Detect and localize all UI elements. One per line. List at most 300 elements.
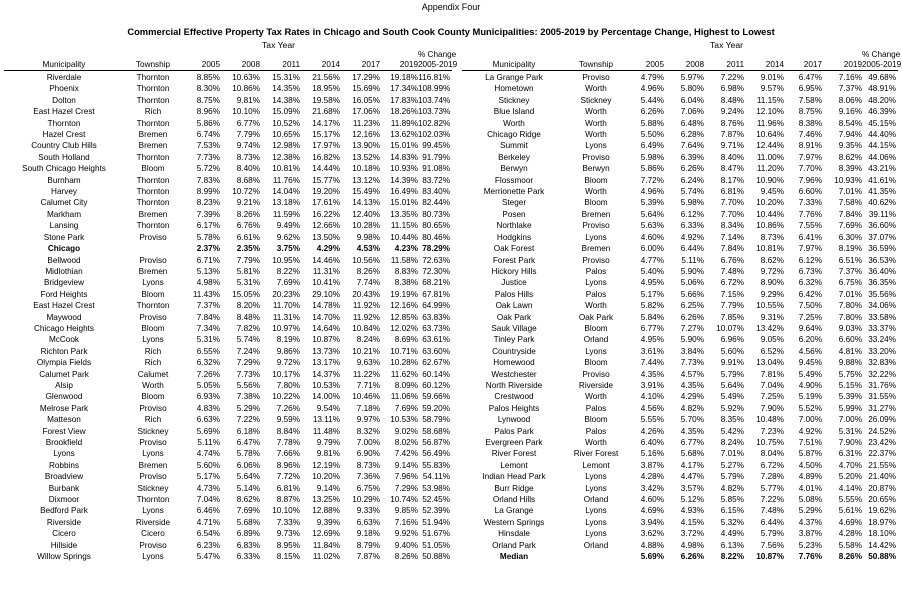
table-row <box>462 391 898 402</box>
municipality-cell: Stickney <box>498 95 530 105</box>
table-row <box>4 197 452 208</box>
rate-2017-cell: 9.97% <box>356 415 380 425</box>
rate-2014-cell: 9.72% <box>760 266 784 276</box>
rate-2014-cell: 11.02% <box>312 552 340 562</box>
rate-2005-cell: 4.96% <box>640 84 664 94</box>
pct-change-cell: 36.53% <box>868 255 896 265</box>
rate-2019-cell: 17.83% <box>390 95 418 105</box>
rate-2005-cell: 4.35% <box>640 369 664 379</box>
rate-2005-cell: 6.55% <box>196 346 220 356</box>
rate-2017-cell: 4.89% <box>798 472 822 482</box>
table-row <box>462 505 898 516</box>
township-cell: Bremen <box>138 266 168 276</box>
rate-2017-cell: 15.69% <box>352 84 380 94</box>
pct-change-cell: 39.11% <box>868 209 896 219</box>
township-cell: Palos <box>585 403 607 413</box>
table-row <box>462 323 898 334</box>
rate-2019-cell: 9.03% <box>838 323 862 333</box>
municipality-cell: Richton Park <box>40 346 88 356</box>
rate-2005-cell: 7.44% <box>640 358 664 368</box>
rate-2014-cell: 12.88% <box>312 506 340 516</box>
rate-2014-cell: 9.45% <box>760 187 784 197</box>
rate-2008-cell: 3.84% <box>680 346 704 356</box>
rate-2017-cell: 20.43% <box>352 289 380 299</box>
rate-2011-cell: 10.17% <box>272 369 300 379</box>
municipality-cell: Bellwood <box>47 255 81 265</box>
township-cell: Thornton <box>136 73 170 82</box>
municipality-cell: Hometown <box>494 84 534 94</box>
rate-2017-cell: 6.75% <box>356 483 380 493</box>
rate-2017-cell: 5.19% <box>798 392 822 402</box>
township-cell: Bremen <box>581 244 611 254</box>
rate-2008-cell: 8.20% <box>236 301 260 311</box>
township-cell: Riverside <box>578 380 614 390</box>
township-cell: Rich <box>144 415 162 425</box>
township-cell: Orland <box>583 495 609 505</box>
rate-2005-cell: 6.32% <box>196 358 220 368</box>
table-row <box>4 118 452 129</box>
rate-2011-cell: 5.42% <box>720 426 744 436</box>
rate-2014-cell: 13.42% <box>756 323 784 333</box>
municipality-cell: Forest Park <box>492 255 536 265</box>
rate-2019-cell: 13.35% <box>390 209 418 219</box>
rate-2008-cell: 4.57% <box>680 369 704 379</box>
rate-2017-cell: 8.91% <box>798 141 822 151</box>
rate-2019-cell: 7.01% <box>838 187 862 197</box>
table-row <box>4 71 452 84</box>
rate-2014-cell: 11.31% <box>312 266 340 276</box>
rate-2008-cell: 7.79% <box>236 130 260 140</box>
rate-2005-cell: 4.88% <box>640 540 664 550</box>
rate-2017-cell: 7.00% <box>356 438 380 447</box>
rate-2014-cell: 11.15% <box>756 95 784 105</box>
rate-2014-cell: 7.25% <box>760 392 784 402</box>
rate-2014-cell: 10.87% <box>312 335 340 345</box>
pct-change-cell: 99.45% <box>422 141 450 151</box>
rate-2011-cell: 8.47% <box>720 164 744 174</box>
rate-2019-cell: 9.40% <box>394 540 418 550</box>
township-cell: Rich <box>144 358 162 368</box>
rate-2011-cell: 6.72% <box>720 278 744 288</box>
municipality-cell: Worth <box>503 118 525 128</box>
municipality-cell: Burr Ridge <box>494 483 534 493</box>
rate-2014-cell: 14.78% <box>312 301 340 311</box>
township-cell: Calumet <box>137 369 169 379</box>
rate-2005-cell: 8.30% <box>196 84 220 94</box>
rate-2008-cell: 6.24% <box>680 175 704 185</box>
rate-2017-cell: 9.63% <box>356 358 380 368</box>
pct-change-cell: 36.35% <box>868 278 896 288</box>
municipality-cell: Riverside <box>46 517 82 527</box>
pct-change-cell: 24.52% <box>868 426 896 436</box>
rate-2019-cell: 7.29% <box>394 483 418 493</box>
rate-2017-cell: 9.45% <box>798 358 822 368</box>
rate-2008-cell: 6.39% <box>680 152 704 162</box>
township-cell: Riverside <box>135 517 171 527</box>
rate-2005-cell: 5.16% <box>640 449 664 459</box>
table-row <box>4 300 452 311</box>
rate-2005-cell: 8.96% <box>196 107 220 117</box>
rate-2014-cell: 9.79% <box>316 438 340 447</box>
rate-2014-cell: 18.95% <box>312 84 340 94</box>
municipality-cell: Westchester <box>491 369 537 379</box>
table-row <box>4 323 452 334</box>
rate-2017-cell: 7.18% <box>356 403 380 413</box>
rate-2005-cell: 6.49% <box>640 141 664 151</box>
col-2011: 2011 <box>260 60 300 71</box>
pct-change-cell: 63.83% <box>422 312 450 322</box>
table-row <box>462 357 898 368</box>
rate-2014-cell: 29.10% <box>312 289 340 299</box>
pct-change-cell: 67.81% <box>422 289 450 299</box>
rate-2011-cell: 8.95% <box>276 540 300 550</box>
rate-2005-cell: 5.55% <box>640 415 664 425</box>
rate-2017-cell: 8.73% <box>356 460 380 470</box>
rate-2005-cell: 6.74% <box>196 130 220 140</box>
col-2011: 2011 <box>704 60 744 71</box>
pct-change-cell: 26.09% <box>868 415 896 425</box>
pct-change-cell: 103.74% <box>418 95 451 105</box>
rate-2019-cell: 8.38% <box>394 278 418 288</box>
rate-2014-cell: 10.81% <box>756 244 784 254</box>
pct-change-cell: 62.67% <box>422 358 450 368</box>
rate-2008-cell: 6.26% <box>680 552 704 562</box>
table-row <box>462 312 898 323</box>
pct-change-cell: 63.61% <box>422 335 450 345</box>
rate-2005-cell: 4.56% <box>640 403 664 413</box>
rate-2017-cell: 9.64% <box>798 323 822 333</box>
township-cell: Proviso <box>139 540 167 550</box>
pct-change-cell: 50.88% <box>422 552 450 562</box>
col-2014: 2014 <box>300 60 340 71</box>
pct-change-cell: 20.87% <box>868 483 896 493</box>
rate-2008-cell: 6.76% <box>236 221 260 231</box>
pct-change-cell: 31.27% <box>868 403 896 413</box>
rate-2017-cell: 8.26% <box>356 266 380 276</box>
rate-2019-cell: 9.35% <box>838 141 862 151</box>
rate-2014-cell: 7.04% <box>760 380 784 390</box>
rate-2008-cell: 5.90% <box>680 266 704 276</box>
rate-2011-cell: 5.92% <box>720 403 744 413</box>
rate-2008-cell: 4.82% <box>680 403 704 413</box>
township-cell: Lyons <box>585 346 607 356</box>
municipality-cell: Riverdale <box>46 73 82 82</box>
rate-2014-cell: 7.90% <box>760 403 784 413</box>
table-row <box>4 505 452 516</box>
rate-2005-cell: 5.31% <box>196 335 220 345</box>
township-cell: Lyons <box>585 529 607 539</box>
township-cell: Cicero <box>141 529 165 539</box>
rate-2008-cell: 5.68% <box>236 517 260 527</box>
municipality-cell: Burnham <box>47 175 81 185</box>
rate-2019-cell: 19.18% <box>390 73 418 82</box>
rate-2017-cell: 12.40% <box>352 209 380 219</box>
table-row <box>4 312 452 323</box>
rate-2005-cell: 5.44% <box>640 95 664 105</box>
table-row <box>4 483 452 494</box>
pct-change-cell: 23.42% <box>868 438 896 447</box>
rate-2011-cell: 10.10% <box>272 506 300 516</box>
rate-2019-cell: 11.62% <box>390 369 418 379</box>
municipality-cell: Oak Park <box>496 312 532 322</box>
rate-2017-cell: 9.18% <box>356 529 380 539</box>
rate-2019-cell: 7.37% <box>838 84 862 94</box>
rate-2005-cell: 7.34% <box>196 323 220 333</box>
table-row <box>4 266 452 277</box>
rate-2019-cell: 15.01% <box>390 141 418 151</box>
rate-2017-cell: 15.49% <box>352 187 380 197</box>
rate-2019-cell: 6.30% <box>838 232 862 242</box>
rate-2008-cell: 6.25% <box>680 301 704 311</box>
township-cell: Thornton <box>136 301 170 311</box>
rate-2005-cell: 7.37% <box>196 301 220 311</box>
pct-change-cell: 44.40% <box>868 130 896 140</box>
rate-2005-cell: 8.23% <box>196 198 220 208</box>
rate-2011-cell: 15.09% <box>272 107 300 117</box>
rate-2017-cell: 7.58% <box>798 95 822 105</box>
township-cell: Thornton <box>136 495 170 505</box>
municipality-cell: McCook <box>48 335 80 345</box>
rate-2019-cell: 7.16% <box>394 517 418 527</box>
rate-2008-cell: 4.17% <box>680 460 704 470</box>
rate-2008-cell: 5.06% <box>680 278 704 288</box>
rate-2011-cell: 8.15% <box>276 552 300 562</box>
township-cell: Lyons <box>142 506 164 516</box>
table-row <box>4 95 452 106</box>
municipality-cell: Lyons <box>53 449 75 459</box>
rate-2011-cell: 10.22% <box>272 392 300 402</box>
municipality-cell: Steger <box>501 198 527 208</box>
municipality-cell: Indian Head Park <box>482 472 546 482</box>
rate-2008-cell: 6.26% <box>680 164 704 174</box>
township-cell: Proviso <box>139 403 167 413</box>
rate-2008-cell: 7.64% <box>680 141 704 151</box>
rate-2005-cell: 4.71% <box>196 517 220 527</box>
rate-2017-cell: 16.05% <box>352 95 380 105</box>
municipality-cell: East Hazel Crest <box>33 301 95 311</box>
rate-2005-cell: 4.69% <box>640 506 664 516</box>
rate-2017-cell: 10.18% <box>352 164 380 174</box>
pct-change-cell: 91.79% <box>422 152 450 162</box>
rate-2011-cell: 7.15% <box>720 289 744 299</box>
rate-2011-cell: 7.22% <box>720 73 744 82</box>
rate-2019-cell: 7.96% <box>394 472 418 482</box>
township-cell: Proviso <box>582 369 610 379</box>
table-row <box>4 494 452 505</box>
table-row <box>462 460 898 471</box>
table-row <box>462 186 898 197</box>
rate-2014-cell: 10.41% <box>312 278 340 288</box>
rate-2008-cell: 5.66% <box>680 289 704 299</box>
township-cell: Bloom <box>141 392 165 402</box>
rate-2008-cell: 6.89% <box>236 529 260 539</box>
rate-2019-cell: 4.23% <box>394 244 418 254</box>
rate-2011-cell: 8.48% <box>720 95 744 105</box>
table-row <box>4 426 452 437</box>
township-cell: Worth <box>585 187 607 197</box>
rate-2017-cell: 10.56% <box>352 255 380 265</box>
pct-change-cell: 80.73% <box>422 209 450 219</box>
rate-2008-cell: 4.15% <box>680 517 704 527</box>
township-cell: Proviso <box>139 438 167 447</box>
rate-2005-cell: 6.93% <box>196 392 220 402</box>
rate-2005-cell: 4.98% <box>196 278 220 288</box>
rate-2019-cell: 18.26% <box>390 107 418 117</box>
municipality-cell: Median <box>499 552 529 562</box>
rate-2011-cell: 4.82% <box>720 483 744 493</box>
rate-2017-cell: 4.37% <box>798 517 822 527</box>
rate-2008-cell: 10.63% <box>232 73 260 82</box>
col-2008: 2008 <box>664 60 704 71</box>
rate-2005-cell: 5.17% <box>640 289 664 299</box>
rate-2005-cell: 5.86% <box>640 164 664 174</box>
rate-2008-cell: 5.78% <box>236 449 260 459</box>
table-row <box>462 517 898 528</box>
rate-2005-cell: 6.46% <box>196 506 220 516</box>
table-row <box>462 494 898 505</box>
rate-2008-cell: 5.97% <box>680 73 704 82</box>
pct-change-cell: 34.06% <box>868 301 896 311</box>
township-cell: Bloom <box>584 415 608 425</box>
rate-2014-cell: 14.70% <box>312 312 340 322</box>
rate-2008-cell: 3.72% <box>680 529 704 539</box>
rate-2008-cell: 8.62% <box>236 495 260 505</box>
rate-2017-cell: 13.52% <box>352 152 380 162</box>
pct-change-cell: 45.15% <box>868 118 896 128</box>
rate-2008-cell: 5.31% <box>236 278 260 288</box>
pct-change-cell: 58.68% <box>422 426 450 436</box>
table-row <box>4 551 452 562</box>
township-cell: Worth <box>585 107 607 117</box>
rate-2005-cell: 4.79% <box>640 73 664 82</box>
township-cell: Bremen <box>581 209 611 219</box>
rate-2017-cell: 8.79% <box>356 540 380 550</box>
pct-change-cell: 36.59% <box>868 244 896 254</box>
rate-2019-cell: 5.20% <box>838 472 862 482</box>
municipality-cell: Crestwood <box>494 392 534 402</box>
municipality-cell: Bedford Park <box>40 506 88 516</box>
municipality-cell: Broadview <box>44 472 84 482</box>
rate-2017-cell: 4.01% <box>798 483 822 493</box>
municipality-cell: La Grange <box>494 506 534 516</box>
pct-change-cell: 51.94% <box>422 517 450 527</box>
township-cell: Worth <box>585 84 607 94</box>
municipality-cell: Melrose Park <box>39 403 89 413</box>
municipality-cell: Burbank <box>48 483 80 493</box>
rate-2019-cell: 7.01% <box>838 289 862 299</box>
rate-2011-cell: 7.70% <box>720 209 744 219</box>
table-row <box>4 175 452 186</box>
rate-2005-cell: 7.84% <box>196 312 220 322</box>
col-2005: 2005 <box>182 60 220 71</box>
table-row <box>4 540 452 551</box>
rate-2008-cell: 8.40% <box>236 164 260 174</box>
rate-2005-cell: 5.64% <box>640 209 664 219</box>
table-row <box>462 437 898 448</box>
rate-2008-cell: 4.92% <box>680 232 704 242</box>
pct-change-cell: 60.12% <box>422 380 450 390</box>
rate-2011-cell: 8.17% <box>720 175 744 185</box>
township-cell: Proviso <box>139 255 167 265</box>
rate-2011-cell: 13.18% <box>272 198 300 208</box>
rate-2014-cell: 12.19% <box>312 460 340 470</box>
rate-2011-cell: 20.23% <box>272 289 300 299</box>
rate-2008-cell: 4.29% <box>680 392 704 402</box>
pct-change-cell: 14.42% <box>868 540 896 550</box>
rate-2011-cell: 7.78% <box>276 438 300 447</box>
table-row <box>462 448 898 459</box>
pct-change-cell: 78.29% <box>422 244 450 254</box>
table-row <box>462 528 898 539</box>
rate-2014-cell: 6.72% <box>760 460 784 470</box>
pct-change-cell: 53.98% <box>422 483 450 493</box>
rate-2014-cell: 9.31% <box>760 312 784 322</box>
rate-2005-cell: 8.75% <box>196 95 220 105</box>
township-cell: Proviso <box>582 73 610 82</box>
municipality-cell: Chicago Ridge <box>487 130 541 140</box>
rate-2005-cell: 7.26% <box>196 369 220 379</box>
rate-2017-cell: 6.41% <box>798 232 822 242</box>
rate-2014-cell: 13.04% <box>756 358 784 368</box>
rate-2005-cell: 5.40% <box>640 266 664 276</box>
municipality-cell: Midlothian <box>45 266 83 276</box>
rate-2014-cell: 5.79% <box>760 529 784 539</box>
rate-2011-cell: 8.84% <box>276 426 300 436</box>
rate-2017-cell: 10.46% <box>352 392 380 402</box>
table-row <box>4 460 452 471</box>
rate-2017-cell: 4.90% <box>798 380 822 390</box>
municipality-cell: Justice <box>501 278 527 288</box>
rate-2005-cell: 3.61% <box>640 346 664 356</box>
rate-2008-cell: 6.12% <box>680 209 704 219</box>
rate-2014-cell: 19.58% <box>312 95 340 105</box>
rate-2019-cell: 11.15% <box>390 221 418 231</box>
rate-2017-cell: 6.12% <box>798 255 822 265</box>
rate-2017-cell: 4.56% <box>798 346 822 356</box>
rate-2011-cell: 7.48% <box>720 266 744 276</box>
rate-2014-cell: 9.05% <box>760 335 784 345</box>
pct-change-cell: 83.72% <box>422 175 450 185</box>
rate-2005-cell: 3.62% <box>640 529 664 539</box>
rate-2019-cell: 12.16% <box>390 301 418 311</box>
rate-2014-cell: 10.64% <box>756 130 784 140</box>
rate-2008-cell: 4.35% <box>680 426 704 436</box>
township-cell: Lyons <box>142 278 164 288</box>
table-row <box>4 209 452 220</box>
municipality-cell: Merrionette Park <box>483 187 545 197</box>
rate-2005-cell: 5.84% <box>640 312 664 322</box>
rate-2008-cell: 7.82% <box>236 323 260 333</box>
table-row <box>4 163 452 174</box>
rate-2014-cell: 12.69% <box>312 529 340 539</box>
township-cell: Palos <box>585 266 607 276</box>
rate-2005-cell: 7.83% <box>196 175 220 185</box>
municipality-cell: Hodgkins <box>496 232 532 242</box>
pct-change-cell: 33.37% <box>868 323 896 333</box>
report-title: Commercial Effective Property Tax Rates in Chicago and South Cook County Municipalities: 2005-2019 by Percentage Change, Highest to Lowest <box>127 26 775 37</box>
rate-2005-cell: 5.72% <box>196 164 220 174</box>
township-cell: Bremen <box>138 130 168 140</box>
rate-2014-cell: 14.00% <box>312 392 340 402</box>
rate-2011-cell: 6.96% <box>720 335 744 345</box>
pct-change-cell: 83.40% <box>422 187 450 197</box>
municipality-cell: Calumet City <box>40 198 88 208</box>
rate-2008-cell: 8.48% <box>236 312 260 322</box>
rate-2014-cell: 13.17% <box>312 358 340 368</box>
township-cell: Stickney <box>137 426 169 436</box>
rate-2008-cell: 4.93% <box>680 506 704 516</box>
rate-2019-cell: 8.39% <box>838 164 862 174</box>
